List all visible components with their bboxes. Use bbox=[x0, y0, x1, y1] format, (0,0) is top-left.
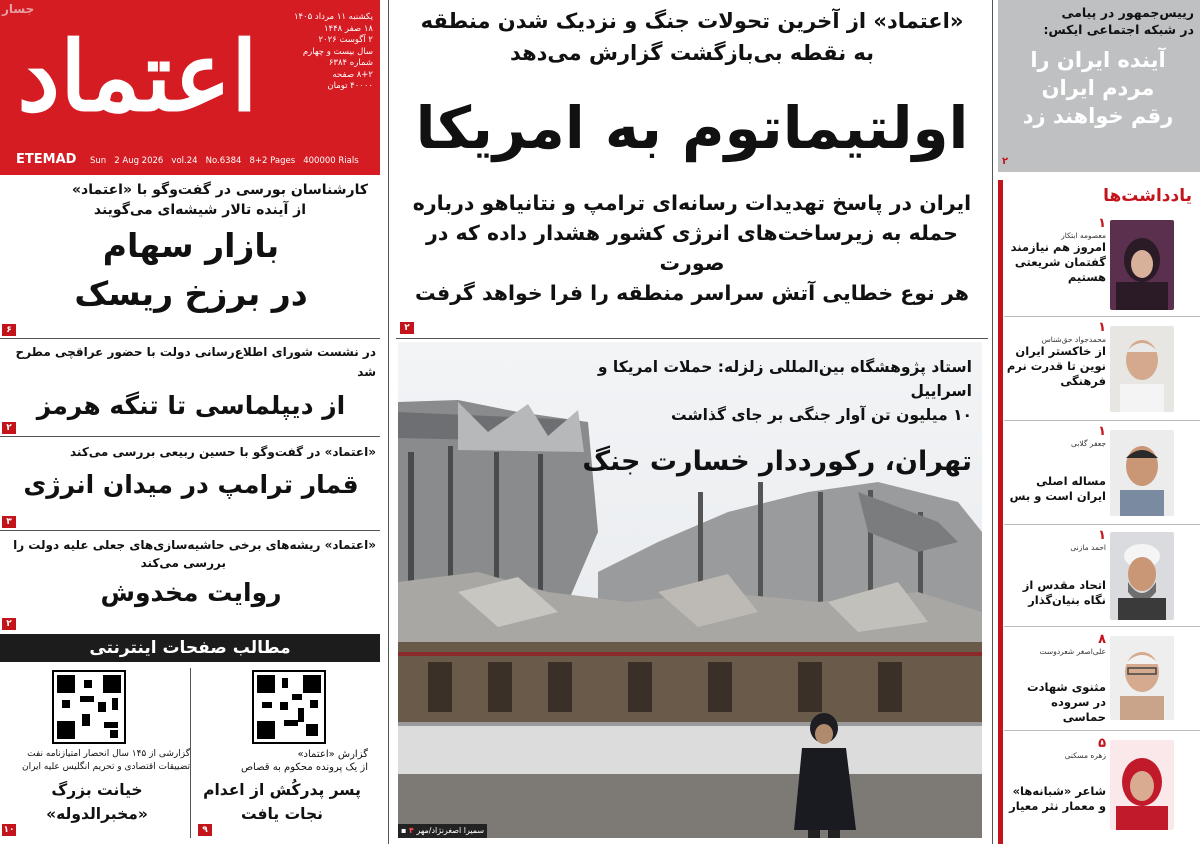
note-item[interactable] bbox=[1006, 528, 1106, 608]
energy-kicker: «اعتماد» در گفت‌وگو با حسین ربیعی بررسی می‌کند bbox=[69, 445, 376, 459]
qr-code[interactable] bbox=[252, 670, 326, 744]
divider bbox=[396, 338, 988, 339]
page-number: ۲ bbox=[400, 322, 414, 334]
energy-headline: قمار ترامپ در میدان انرژی bbox=[23, 470, 359, 499]
photo-kicker-1: استاد پژوهشگاه بین‌المللی زلزله: حملات امریکا و اسراییل bbox=[597, 358, 972, 400]
qr-story-left[interactable] bbox=[4, 748, 190, 826]
qr-right-sub-2: از یک پرونده محکوم به قصاص bbox=[240, 762, 368, 773]
divider bbox=[0, 530, 380, 531]
notes-title: یادداشت‌ها bbox=[1103, 186, 1192, 206]
photo-credit bbox=[398, 824, 487, 838]
lead-kicker-2: به نقطه بی‌بازگشت گزارش می‌دهد bbox=[509, 41, 875, 65]
qr-left-sub-2: تضییقات اقتصادی و تحریم انگلیس علیه ایران bbox=[21, 762, 190, 772]
photo-page: ۴ bbox=[408, 826, 414, 835]
note-page: ۵ bbox=[1098, 736, 1106, 751]
note-page: ۱ bbox=[1098, 216, 1106, 231]
qr-left-title-1: خیانت بزرگ bbox=[51, 781, 143, 799]
note-title-2: و معمار نثر معیار bbox=[1009, 799, 1106, 813]
hormuz-story[interactable] bbox=[6, 342, 376, 430]
issue-fa: شماره ۶۳۸۴ bbox=[328, 58, 373, 68]
note-item[interactable] bbox=[1006, 424, 1106, 504]
lead-headline: اولتیماتوم به امریکا bbox=[415, 94, 969, 162]
note-author: احمد مازنی bbox=[1070, 543, 1106, 552]
president-kicker-1: رییس‌جمهور در پیامی bbox=[1061, 5, 1194, 20]
page-number: ۲ bbox=[2, 618, 16, 630]
note-item[interactable] bbox=[1006, 632, 1106, 725]
divider bbox=[0, 338, 380, 339]
date-fa: یکشنبه ۱۱ مرداد ۱۴۰۵ bbox=[293, 12, 373, 22]
divider bbox=[1004, 730, 1200, 731]
divider bbox=[1004, 316, 1200, 317]
year-fa: سال بیست و چهارم bbox=[302, 46, 373, 57]
divider bbox=[190, 668, 191, 838]
pages-fa: ۸+۲ صفحه bbox=[332, 69, 373, 80]
qr-right-title-1: پسر پدرکُش از اعدام bbox=[203, 781, 361, 799]
divider bbox=[1004, 626, 1200, 627]
lead-deck-2: حمله به زیرساخت‌های انرژی کشور هشدار داده که در صورت bbox=[426, 221, 958, 275]
note-title-2: ایران است و بس bbox=[1009, 489, 1106, 503]
internet-pages-bar: مطالب صفحات اینترنتی bbox=[0, 634, 380, 662]
lead-story[interactable] bbox=[396, 4, 988, 308]
page-number: ۱۰ bbox=[3, 825, 15, 835]
lead-deck-3: هر نوع خطایی آتش سراسر منطقه را فرا خواهد گرفت bbox=[415, 281, 969, 305]
note-page: ۱ bbox=[1098, 424, 1106, 439]
note-author: محمدجواد حق‌شناس bbox=[1041, 335, 1106, 344]
photo-kicker-2: ۱۰ میلیون تن آوار جنگی بر جای گذاشت bbox=[671, 406, 972, 424]
energy-story[interactable] bbox=[6, 442, 376, 508]
note-item[interactable] bbox=[1006, 216, 1106, 285]
author-portrait bbox=[1110, 326, 1174, 412]
president-kicker-2: در شبکه اجتماعی ایکس: bbox=[1043, 22, 1194, 37]
photo-headline: تهران، رکورددار خسارت جنگ bbox=[582, 446, 972, 477]
narrative-kicker-1: «اعتماد» ریشه‌های برخی حاشیه‌سازی‌های جعلی علیه دولت را bbox=[13, 538, 376, 552]
camera-icon: ▪ bbox=[401, 826, 407, 835]
note-page: ۸ bbox=[1098, 632, 1106, 647]
author-portrait bbox=[1110, 636, 1174, 720]
lead-kicker-1: «اعتماد» از آخرین تحولات جنگ و نزدیک شدن منطقه bbox=[420, 9, 964, 33]
divider bbox=[0, 436, 380, 437]
hormuz-kicker: در نشست شورای اطلاع‌رسانی دولت با حضور عراقچی مطرح شد bbox=[15, 345, 376, 379]
photo-caption[interactable] bbox=[560, 355, 972, 485]
author-portrait bbox=[1110, 430, 1174, 516]
hormuz-headline: از دیپلماسی تا تنگه هرمز bbox=[36, 391, 346, 420]
note-title-1: از خاکستر ایران bbox=[1015, 344, 1106, 358]
page-number: ۹ bbox=[198, 824, 212, 836]
note-author: علی‌اصغر شعردوست bbox=[1039, 647, 1106, 656]
note-author: معصومه ابتکار bbox=[1061, 231, 1106, 240]
note-title-1: شاعر «شبانه‌ها» bbox=[1012, 784, 1106, 798]
note-title-3: هستیم bbox=[1067, 270, 1106, 284]
president-headline-2: مردم ایران bbox=[1041, 76, 1155, 100]
photo-credit-text: سمیرا اصغرنژاد/مهر bbox=[416, 826, 485, 835]
note-title-1: مساله اصلی bbox=[1036, 474, 1106, 488]
date-greg-fa: ۲ آگوست ۲۰۲۶ bbox=[318, 35, 373, 45]
page-number: ۶ bbox=[2, 324, 16, 336]
qr-code[interactable] bbox=[52, 670, 126, 744]
page-number: ۳ bbox=[2, 516, 16, 528]
note-item[interactable] bbox=[1006, 736, 1106, 814]
note-title-2: نوین تا قدرت نرم bbox=[1006, 359, 1106, 373]
divider bbox=[1004, 524, 1200, 525]
president-headline-1: آینده ایران را bbox=[1030, 48, 1166, 72]
qr-right-title-2: نجات یافت bbox=[241, 805, 323, 823]
note-title-2: گفتمان شریعتی bbox=[1014, 255, 1106, 269]
masthead-logo: اعتماد bbox=[17, 20, 258, 133]
lead-deck-1: ایران در پاسخ تهدیدات رسانه‌ای ترامپ و نتانیاهو درباره bbox=[412, 191, 972, 215]
brand-latin: ETEMAD bbox=[16, 152, 77, 167]
stocks-headline-2: در برزخ ریسک bbox=[74, 274, 308, 313]
qr-right-sub-1: گزارش «اعتماد» bbox=[297, 749, 368, 760]
note-item[interactable] bbox=[1006, 320, 1106, 389]
column-divider bbox=[992, 0, 993, 844]
note-page: ۱ bbox=[1098, 320, 1106, 335]
narrative-story[interactable] bbox=[6, 536, 376, 614]
president-headline-3: رقم خواهند زد bbox=[1022, 104, 1174, 128]
note-title-1: اتحاد مقدس از bbox=[1022, 578, 1106, 592]
page-number: ۲ bbox=[1002, 156, 1009, 167]
note-title-1: امروز هم نیازمند bbox=[1010, 240, 1106, 254]
qr-left-title-2: «مخبرالدوله» bbox=[46, 805, 148, 823]
page-number: ۲ bbox=[2, 422, 16, 434]
note-title-1: مثنوی شهادت bbox=[1027, 680, 1106, 694]
column-divider bbox=[388, 0, 389, 844]
note-title-3: فرهنگی bbox=[1060, 374, 1106, 388]
stocks-headline-1: بازار سهام bbox=[102, 226, 280, 265]
narrative-kicker-2: بررسی می‌کند bbox=[140, 556, 226, 570]
note-author: زهره مسکنی bbox=[1064, 751, 1106, 760]
note-title-2: نگاه بنیان‌گذار bbox=[1028, 593, 1106, 607]
qr-story-right[interactable] bbox=[196, 748, 368, 826]
author-portrait bbox=[1110, 740, 1174, 830]
watermark: جسار bbox=[2, 2, 35, 16]
stocks-story[interactable] bbox=[6, 180, 376, 318]
date-hijri: ۱۸ صفر ۱۴۴۸ bbox=[323, 23, 373, 34]
masthead-latin-info: Sun 2 Aug 2026 vol.24 No.6384 8+2 Pages 400000 Rials bbox=[90, 156, 359, 166]
stocks-kicker-1: کارشناسان بورسی در گفت‌وگو با «اعتماد» bbox=[72, 182, 368, 198]
note-title-2: در سروده حماسی bbox=[1051, 695, 1106, 724]
price-fa: ۴۰۰۰۰ تومان bbox=[327, 81, 373, 91]
masthead-dateline bbox=[255, 12, 373, 93]
note-author: جعفر گلابی bbox=[1071, 439, 1106, 448]
qr-left-sub-1: گزارشی از ۱۴۵ سال انحصار امتیازنامه نفت bbox=[27, 749, 190, 759]
divider bbox=[1004, 420, 1200, 421]
president-story[interactable] bbox=[1002, 4, 1194, 130]
author-portrait bbox=[1110, 220, 1174, 310]
author-portrait bbox=[1110, 532, 1174, 620]
note-page: ۱ bbox=[1098, 528, 1106, 543]
narrative-headline: روایت مخدوش bbox=[100, 578, 282, 607]
stocks-kicker-2: از آینده تالار شیشه‌ای می‌گویند bbox=[93, 202, 306, 218]
